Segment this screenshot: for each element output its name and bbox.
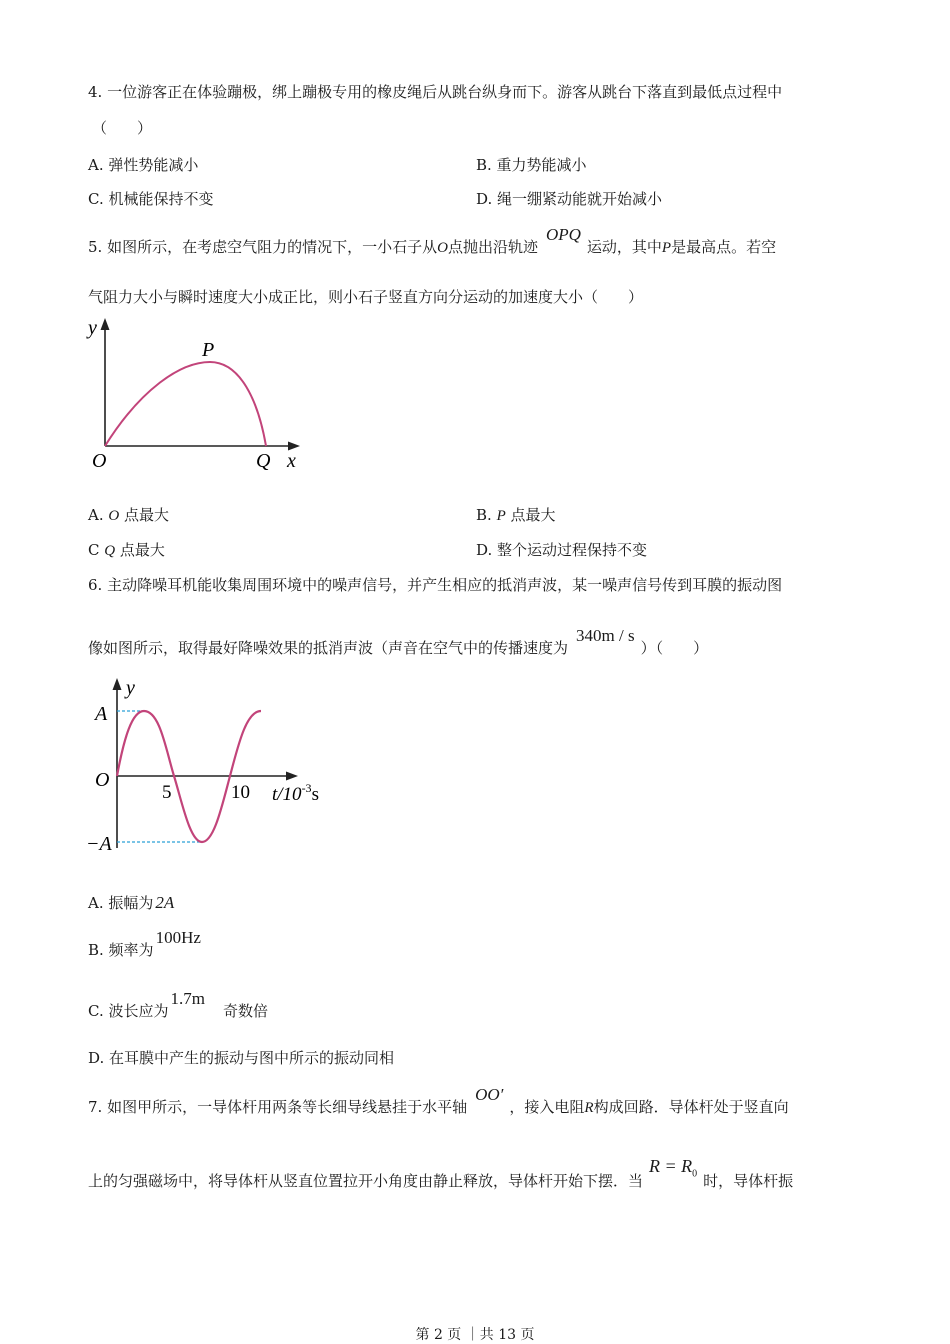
q6-t-axis-label xyxy=(272,781,319,805)
q5-c-var: Q xyxy=(104,543,116,559)
q4-option-a: A. 弹性势能减小 xyxy=(88,156,199,174)
q4-option-b: B. 重力势能减小 xyxy=(476,156,587,174)
q6-y-label: y xyxy=(126,677,135,699)
q6-option-b xyxy=(88,928,207,960)
q6-c-post: 奇数倍 xyxy=(222,1002,268,1020)
q5-origin-o: O xyxy=(92,450,107,472)
q5-b-post: 点最大 xyxy=(505,506,556,524)
q7-resistor-r: R xyxy=(584,1100,594,1116)
q7-stem-c: 构成回路．导体杆处于竖直向 xyxy=(593,1098,789,1116)
q7-line2-b: 时，导体杆振 xyxy=(703,1172,794,1190)
q5-x-label: x xyxy=(287,450,296,472)
q5-stem-a: 5. 如图所示，在考虑空气阻力的情况下，一小石子从 xyxy=(88,238,438,256)
q5-stem-d: 是最高点。若空 xyxy=(671,238,777,256)
q6-a-pre: A. 振幅为 xyxy=(88,894,154,912)
q5-trajectory-figure xyxy=(80,310,320,480)
q5-y-arrow xyxy=(101,318,110,330)
q6-tick-10: 10 xyxy=(231,782,250,803)
q5-a-var: O xyxy=(108,508,120,524)
q6-t-label-exp: -3 xyxy=(301,781,312,795)
q4-stem: 4. 一位游客正在体验蹦极，绑上蹦极专用的橡皮绳后从跳台纵身而下。游客从跳台下落直到最低点过程中 xyxy=(88,83,783,101)
q6-t-label-unit: s xyxy=(311,784,319,805)
q7-condition-main: R = R xyxy=(649,1156,693,1176)
q7-stem-b: ，接入电阻 xyxy=(509,1098,585,1116)
q6-tick-5: 5 xyxy=(162,782,172,803)
q6-origin-o: O xyxy=(95,769,110,791)
q6-t-arrow xyxy=(286,772,298,781)
q5-y-label: y xyxy=(88,317,97,339)
q6-b-val: 100Hz xyxy=(155,928,201,947)
q5-stem-p: P xyxy=(661,240,672,256)
q5-point-q: Q xyxy=(256,450,271,472)
q5-point-p: P xyxy=(202,339,215,361)
q7-condition-sub: 0 xyxy=(692,1168,698,1180)
q6-c-pre: C. 波长应为 xyxy=(88,1002,169,1020)
q7-axis: OO′ xyxy=(475,1085,504,1104)
q4-paren: （ ） xyxy=(92,119,153,137)
q5-option-a xyxy=(88,505,169,526)
q6-amp-a-label: A xyxy=(95,703,108,725)
q6-option-a xyxy=(88,893,174,913)
q6-b-pre: B. 频率为 xyxy=(88,941,154,959)
q5-trajectory-curve xyxy=(105,362,266,446)
q5-a-post: 点最大 xyxy=(119,506,169,524)
q7-condition xyxy=(643,1156,703,1180)
q5-c-pre: C xyxy=(88,541,105,559)
q5-trajectory: OPQ xyxy=(545,225,581,244)
q7-line2 xyxy=(88,1156,794,1199)
q6-option-c xyxy=(88,989,268,1021)
q6-line2-b: ）（ ） xyxy=(640,639,709,657)
q4-option-c: C. 机械能保持不变 xyxy=(88,190,214,208)
q5-b-var: P xyxy=(496,508,506,524)
q7-stem-a: 7. 如图甲所示，一导体杆用两条等长细导线悬挂于水平轴 xyxy=(88,1098,468,1116)
q7-line2-a: 上的匀强磁场中，将导体杆从竖直位置拉开小角度由静止释放，导体杆开始下摆．当 xyxy=(88,1172,644,1190)
q6-line2-a: 像如图所示，取得最好降噪效果的抵消声波（声音在空气中的传播速度为 xyxy=(88,639,569,657)
q5-c-post: 点最大 xyxy=(115,541,165,559)
q7-stem xyxy=(88,1085,789,1118)
q5-option-d: D. 整个运动过程保持不变 xyxy=(476,541,648,559)
q5-line2: 气阻力大小与瞬时速度大小成正比，则小石子竖直方向分运动的加速度大小（ ） xyxy=(88,288,644,306)
q5-stem-b: 点抛出沿轨迹 xyxy=(447,238,538,256)
q5-option-c xyxy=(88,540,165,561)
q5-b-pre: B. xyxy=(476,506,497,524)
q6-c-val: 1.7m xyxy=(170,989,205,1008)
q6-stem: 6. 主动降噪耳机能收集周围环境中的噪声信号，并产生相应的抵消声波，某一噪声信号传到耳膜的振动图 xyxy=(88,576,783,594)
q6-option-d: D. 在耳膜中产生的振动与图中所示的振动同相 xyxy=(88,1049,395,1067)
page-footer: 第 2 页 ｜共 13 页 xyxy=(415,1327,535,1343)
q6-t-label-main: t/10 xyxy=(272,784,302,805)
q5-a-pre: A. xyxy=(88,506,109,524)
q6-line2 xyxy=(88,626,709,658)
q6-speed: 340m / s xyxy=(576,626,635,645)
q5-stem-c: 运动，其中 xyxy=(586,238,662,256)
q5-stem-o: O xyxy=(437,240,448,256)
q6-amp-neg-a-label: −A xyxy=(86,833,112,855)
q6-y-arrow xyxy=(113,678,122,690)
q6-vibration-figure xyxy=(80,670,340,860)
q6-a-val: 2A xyxy=(155,893,175,912)
q5-stem xyxy=(88,225,777,258)
q5-option-b xyxy=(476,505,556,526)
q4-option-d: D. 绳一绷紧动能就开始减小 xyxy=(476,190,663,208)
